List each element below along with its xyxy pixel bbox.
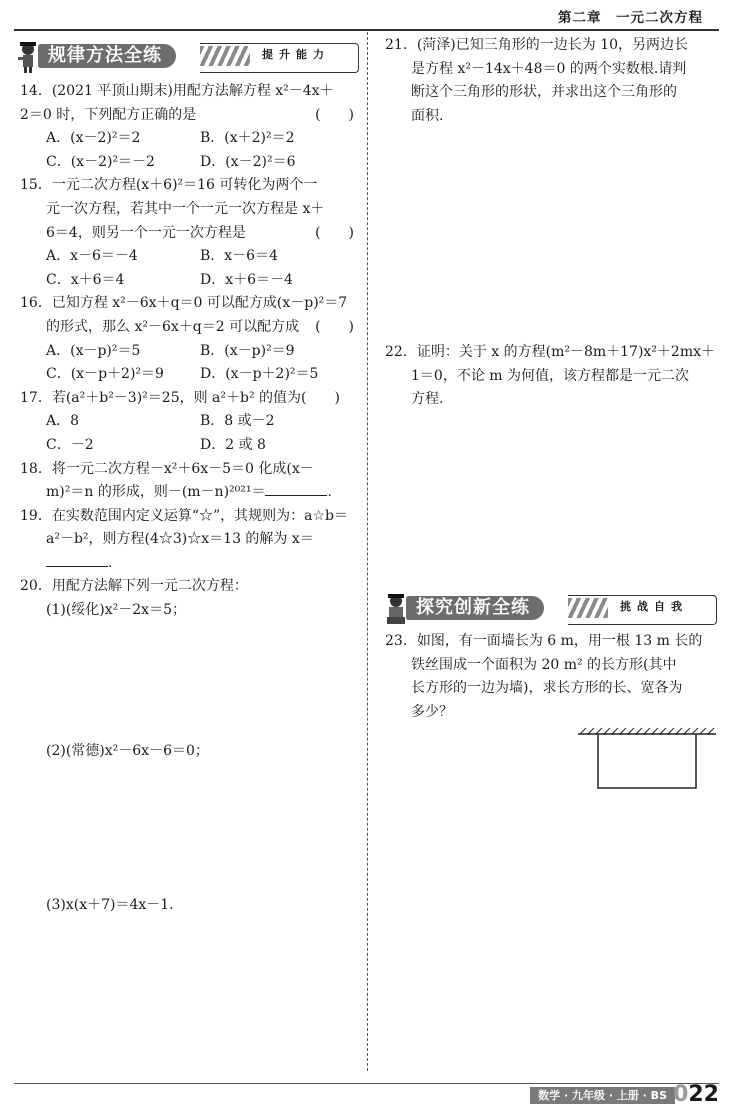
page-number-value: 22 [688,1082,719,1107]
option-c: C．(x－p＋2)²＝9 [46,366,164,383]
question-14 [20,80,360,174]
question-line: 15．一元二次方程(x＋6)²＝16 可转化为两个一 [20,177,318,194]
answer-paren: ( ) [315,106,354,123]
question-line: 20．用配方法解下列一元二次方程： [20,578,248,595]
question-line: 6＝4，则另一个一元一次方程是 [46,224,246,241]
option-c: C．x＋6＝4 [46,271,125,288]
question-line: 是方程 x²－14x＋48＝0 的两个实数根.请判 [411,60,687,77]
answer-blank [265,481,327,496]
option-a: A．(x－p)²＝5 [46,342,141,359]
fence-rectangle [598,734,696,788]
question-line: 16．已知方程 x²－6x＋q＝0 可以配方成(x－p)²＝7 [20,295,348,312]
question-line: 方程. [411,391,444,408]
chapter-header: 第二章 一元二次方程 [558,10,703,26]
question-line: 23．如图，有一面墙长为 6 m，用一根 13 m 长的 [385,633,703,649]
banner-frame [568,595,717,625]
option-d: D．x＋6＝－4 [200,271,293,288]
option-b: B．(x＋2)²＝2 [200,130,295,147]
question-line: 1＝0，不论 m 为何值，该方程都是一元二次 [411,367,689,384]
question-line: m)²＝n 的形成，则－(m－n)²⁰²¹＝ [46,484,266,501]
question-line: 元一次方程，若其中一个一元一次方程是 x＋ [46,200,325,217]
answer-paren: ( ) [315,224,354,241]
question-18 [20,458,360,505]
wall-hatching [580,728,714,734]
question-17 [20,387,360,458]
option-d: D．(x－2)²＝6 [200,153,296,170]
page-number [673,1082,719,1107]
answer-paren: ( ) [315,318,354,335]
question-line: 21．(菏泽)已知三角形的一边长为 10，另两边长 [385,37,689,53]
question-line: 14．(2021 平顶山期末)用配方法解方程 x²－4x＋ [20,83,334,99]
question-line: 18．将一元二次方程－x²＋6x－5＝0 化成(x－ [20,460,314,477]
page-number-lead: 0 [673,1082,689,1107]
question-21 [385,34,720,128]
question-line: 2＝0 时，下列配方正确的是 [20,106,197,123]
banner-frame [200,43,359,73]
question-line: 22．证明：关于 x 的方程(m²－8m＋17)x²＋2mx＋ [385,344,716,360]
answer-blank [46,552,108,567]
left-column [20,80,360,623]
question-15 [20,174,360,292]
question-19 [20,505,360,576]
book-info-badge: 数学 · 九年级 · 上册 · BS [530,1087,675,1104]
question-22 [385,341,720,412]
question-line: 面积. [411,107,444,124]
column-divider [367,32,368,1071]
section-title: 探究创新全练 [406,596,544,620]
sub-question: (1)(绥化)x²－2x＝5； [46,602,186,619]
sub-question: (3)x(x＋7)＝4x－1. [46,897,174,913]
line-end: . [108,554,113,571]
section-title: 规律方法全练 [38,44,176,68]
question-line: 断这个三角形的形状，并求出这个三角形的 [411,84,677,101]
option-a: A．x－6＝－4 [46,248,138,265]
question-line: 17．若(a²＋b²－3)²＝25，则 a²＋b² 的值为( ) [20,389,340,406]
footer-rule [14,1083,719,1084]
wall-rectangle-figure [574,726,720,792]
question-line: 多少？ [411,703,453,720]
section-subtitle: 挑战自我 [620,600,688,613]
option-a: A．(x－2)²＝2 [46,130,141,147]
option-a: A．8 [46,413,80,430]
line-end: . [327,484,332,501]
option-b: B．x－6＝4 [200,248,278,265]
option-c: C．(x－2)²＝－2 [46,153,155,170]
question-line: 19．在实数范围内定义运算“☆”，其规则为：a☆b＝ [20,507,348,524]
question-line: 的形式，那么 x²－6x＋q＝2 可以配方成 [46,318,300,335]
option-b: B．(x－p)²＝9 [200,342,295,359]
section-subtitle: 提升能力 [262,48,330,61]
question-line: 铁丝围成一个面积为 20 m² 的长方形(其中 [411,656,677,673]
header-rule [14,29,719,31]
question-line: 长方形的一边为墙)，求长方形的长、宽各为 [411,680,683,697]
option-d: D．2 或 8 [200,436,266,453]
option-d: D．(x－p＋2)²＝5 [200,366,319,383]
section-banner-2 [382,592,717,622]
question-20 [20,575,360,622]
option-b: B．8 或－2 [200,413,275,430]
question-23 [385,630,720,724]
question-16 [20,292,360,386]
sub-question: (2)(常德)x²－6x－6＝0； [46,743,209,759]
question-line: a²－b²，则方程(4☆3)☆x＝13 的解为 x＝ [46,531,314,548]
option-c: C．－2 [46,436,94,453]
section-banner-1 [14,40,359,70]
